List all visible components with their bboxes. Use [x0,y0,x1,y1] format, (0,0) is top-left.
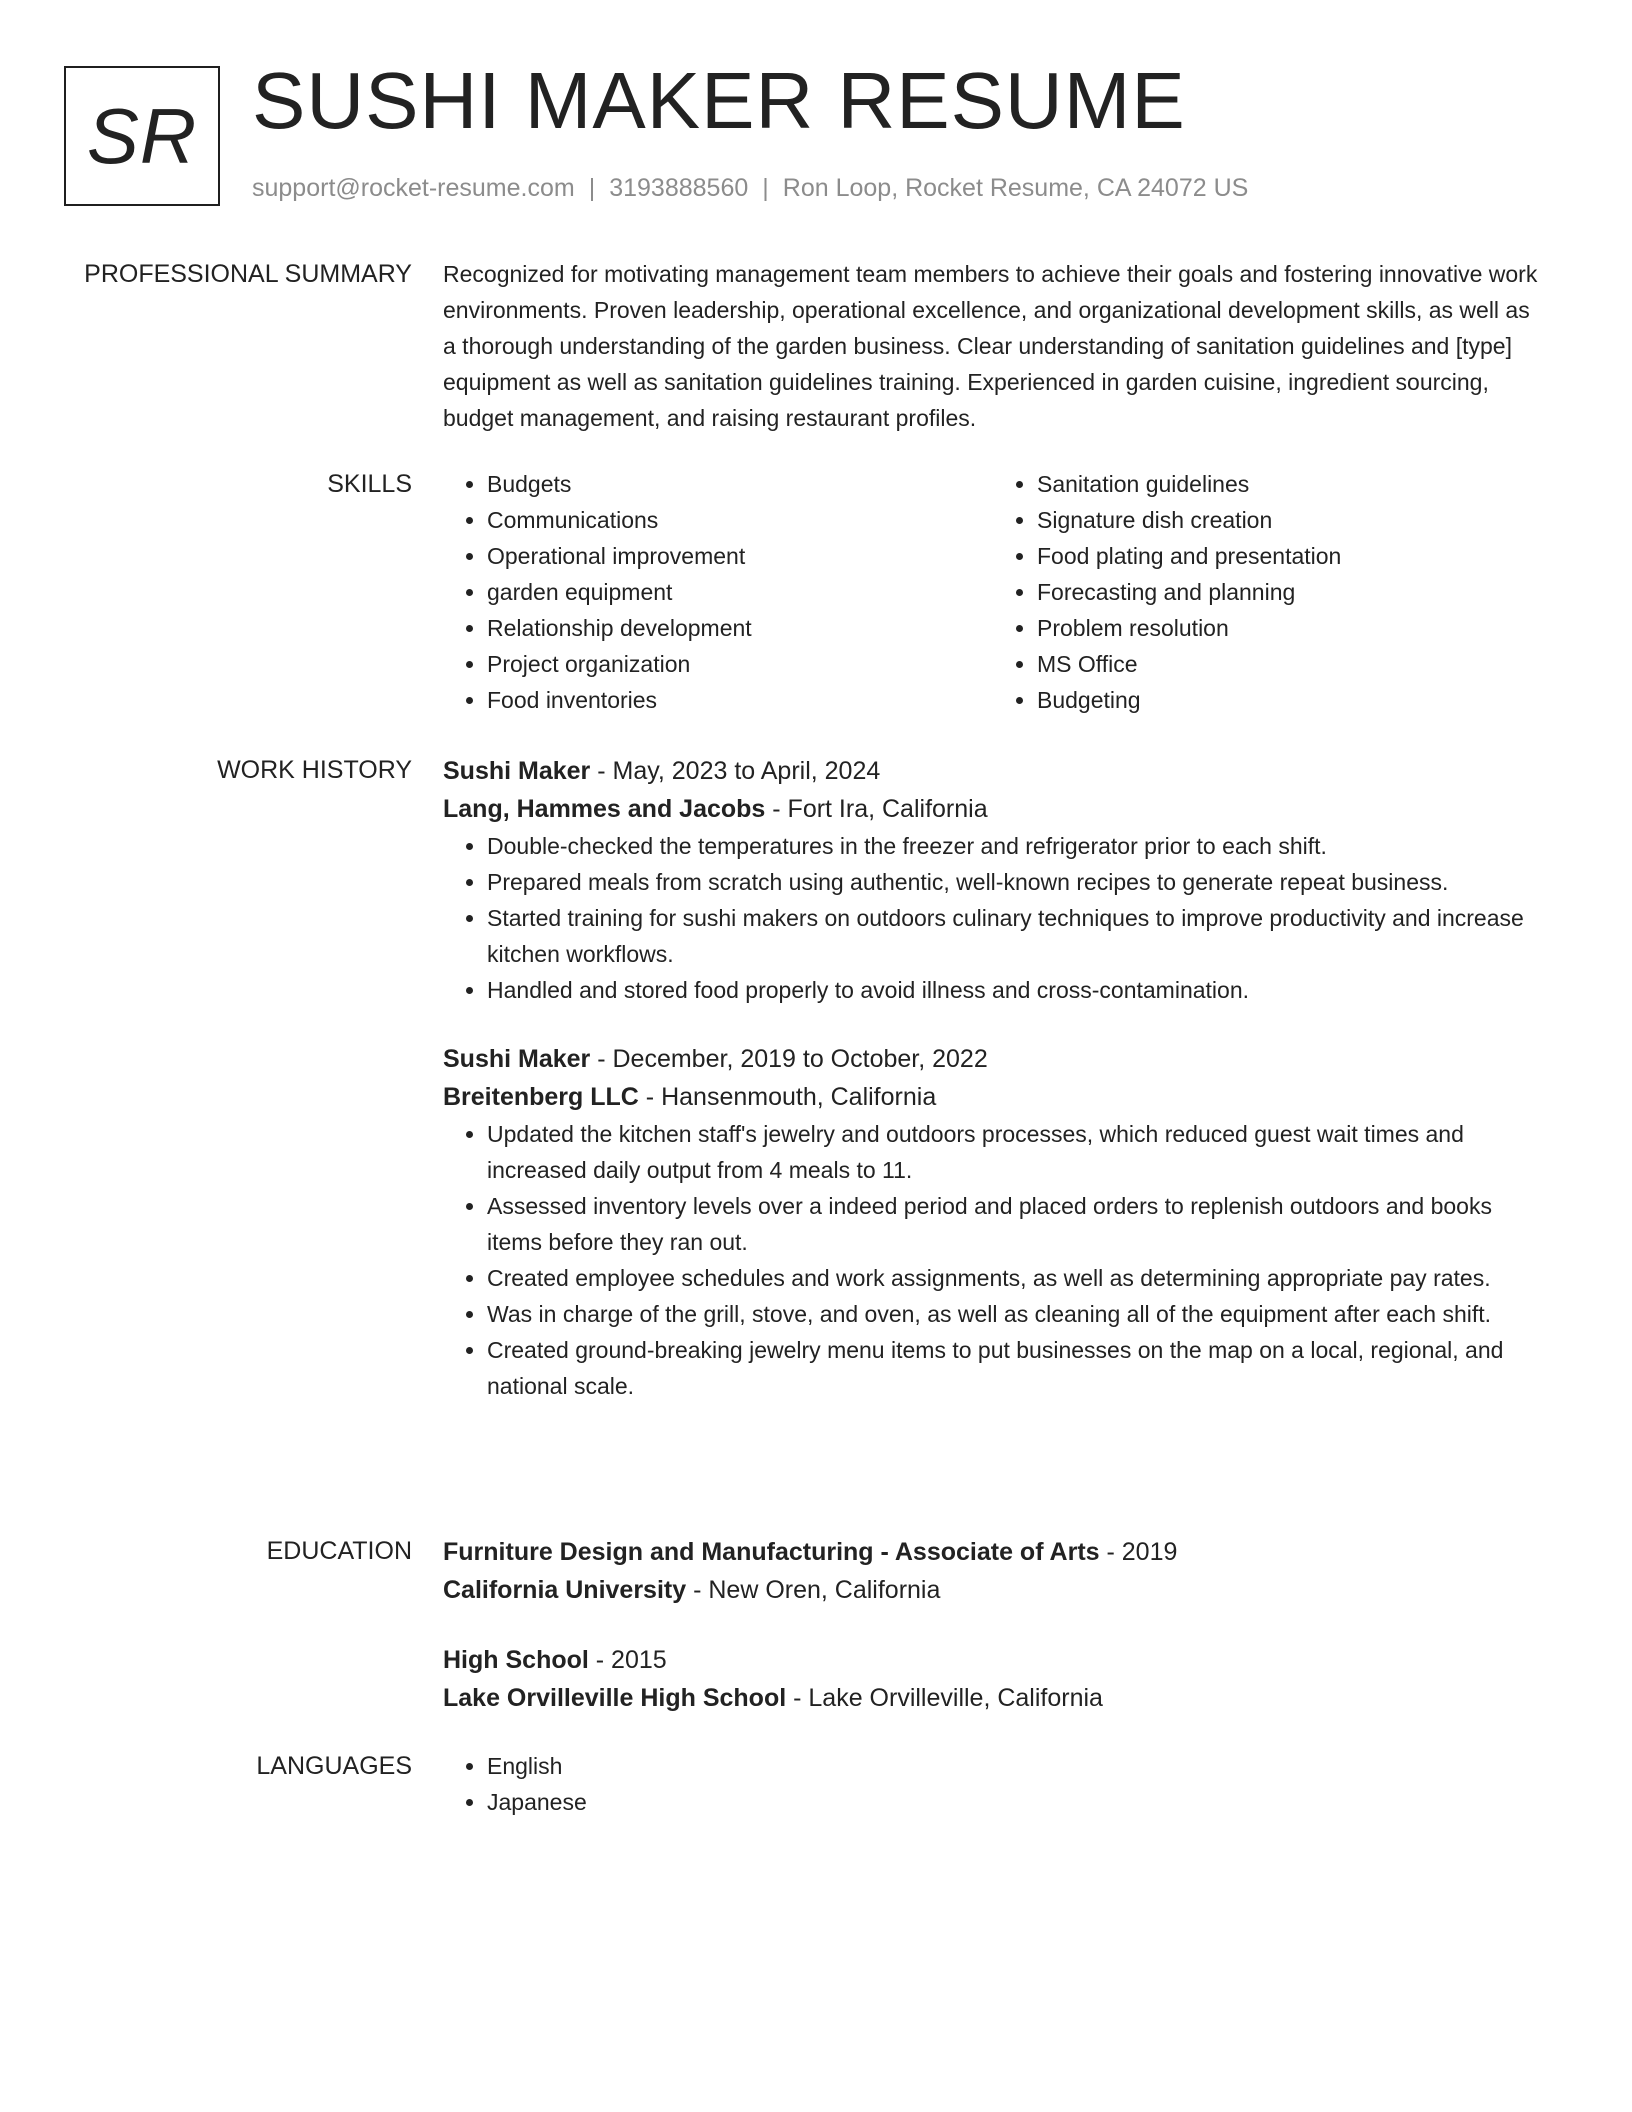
job-bullets [443,828,1543,1008]
skill-item: • Operational improvement [487,538,993,574]
education-degree-line [443,1641,1543,1679]
job-title-line [443,1040,1543,1078]
section-label-work: WORK HISTORY [217,756,412,784]
languages-list [443,1748,1543,1820]
education-location: - Lake Orvilleville, California [786,1684,1103,1712]
job-title: Sushi Maker [443,1045,591,1073]
job-company-line [443,790,1543,828]
skill-item: • MS Office [1037,646,1543,682]
monogram-box [64,66,220,206]
job-title-line [443,752,1543,790]
job-bullet: • Updated the kitchen staff's jewelry and outdoors processes, which reduced guest wait times and increased daily output from 4 meals to 11. [487,1116,1543,1188]
job-title: Sushi Maker [443,757,591,785]
contact-phone: 3193888560 [609,174,749,202]
job-company-line [443,1078,1543,1116]
skill-item: • Communications [487,502,993,538]
job-entry [443,1040,1543,1404]
education-degree: Furniture Design and Manufacturing - Associate of Arts [443,1538,1100,1566]
job-dates: - May, 2023 to April, 2024 [590,757,881,785]
job-bullet: • Was in charge of the grill, stove, and oven, as well as cleaning all of the equipment after each shift. [487,1296,1543,1332]
languages-body [443,1748,1543,1820]
education-school: California University [443,1576,687,1604]
education-body [443,1533,1543,1717]
job-bullet: • Handled and stored food properly to avoid illness and cross-contamination. [487,972,1543,1008]
education-year: - 2019 [1099,1538,1178,1566]
section-label-languages: LANGUAGES [256,1752,412,1780]
skill-item: • garden equipment [487,574,993,610]
skills-list-left [443,466,993,718]
skill-item: • Problem resolution [1037,610,1543,646]
education-degree: High School [443,1646,589,1674]
contact-separator: | [588,174,596,202]
monogram-initials: SR [86,92,198,180]
skills-body [443,466,1543,718]
skill-item: • Sanitation guidelines [1037,466,1543,502]
section-label-summary: PROFESSIONAL SUMMARY [84,260,412,288]
job-location: - Fort Ira, California [765,795,988,823]
summary-body [443,256,1543,436]
job-bullet: • Started training for sushi makers on outdoors culinary techniques to improve productivity and increase kitchen workflows. [487,900,1543,972]
education-entry [443,1533,1543,1609]
education-school-line [443,1571,1543,1609]
job-dates: - December, 2019 to October, 2022 [590,1045,988,1073]
job-entry [443,752,1543,1008]
job-company: Breitenberg LLC [443,1083,639,1111]
resume-title: SUSHI MAKER RESUME [252,56,1186,145]
skill-item: • Food inventories [487,682,993,718]
job-bullet: • Created employee schedules and work assignments, as well as determining appropriate pay rates. [487,1260,1543,1296]
job-bullets [443,1116,1543,1404]
contact-email: support@rocket-resume.com [252,174,575,202]
job-bullet: • Assessed inventory levels over a indeed period and placed orders to replenish outdoors and books items before they ran out. [487,1188,1543,1260]
skill-item: • Project organization [487,646,993,682]
skill-item: • Budgets [487,466,993,502]
work-history-body [443,752,1543,1404]
contact-address: Ron Loop, Rocket Resume, CA 24072 US [782,174,1249,202]
skill-item: • Relationship development [487,610,993,646]
education-school-line [443,1679,1543,1717]
job-location: - Hansenmouth, California [638,1083,937,1111]
skill-item: • Signature dish creation [1037,502,1543,538]
language-item: • Japanese [487,1784,1543,1820]
skill-item: • Forecasting and planning [1037,574,1543,610]
skill-item: • Budgeting [1037,682,1543,718]
section-label-education: EDUCATION [266,1537,412,1565]
education-school: Lake Orvilleville High School [443,1684,787,1712]
education-location: - New Oren, California [686,1576,941,1604]
section-label-skills: SKILLS [327,470,412,498]
job-bullet: • Created ground-breaking jewelry menu items to put businesses on the map on a local, regional, and national scale. [487,1332,1543,1404]
education-degree-line [443,1533,1543,1571]
contact-separator: | [762,174,769,202]
language-item: • English [487,1748,1543,1784]
job-company: Lang, Hammes and Jacobs [443,795,766,823]
job-bullet: • Double-checked the temperatures in the freezer and refrigerator prior to each shift. [487,828,1543,864]
skills-list-right [993,466,1543,718]
summary-text: Recognized for motivating management team members to achieve their goals and fostering innovative work environments. Proven leadership, operational excellence, and organizational development skills, as well as a thorough understanding of the garden business. Clear understanding of sanitation guidelines and [type] equipment as well as sanitation guidelines training. Experienced in garden cuisine, ingredient sourcing, budget management, and raising restaurant profiles. [443,261,1538,431]
education-year: - 2015 [588,1646,667,1674]
education-entry [443,1641,1543,1717]
job-bullet: • Prepared meals from scratch using authentic, well-known recipes to generate repeat business. [487,864,1543,900]
skill-item: • Food plating and presentation [1037,538,1543,574]
contact-line [252,172,1248,204]
